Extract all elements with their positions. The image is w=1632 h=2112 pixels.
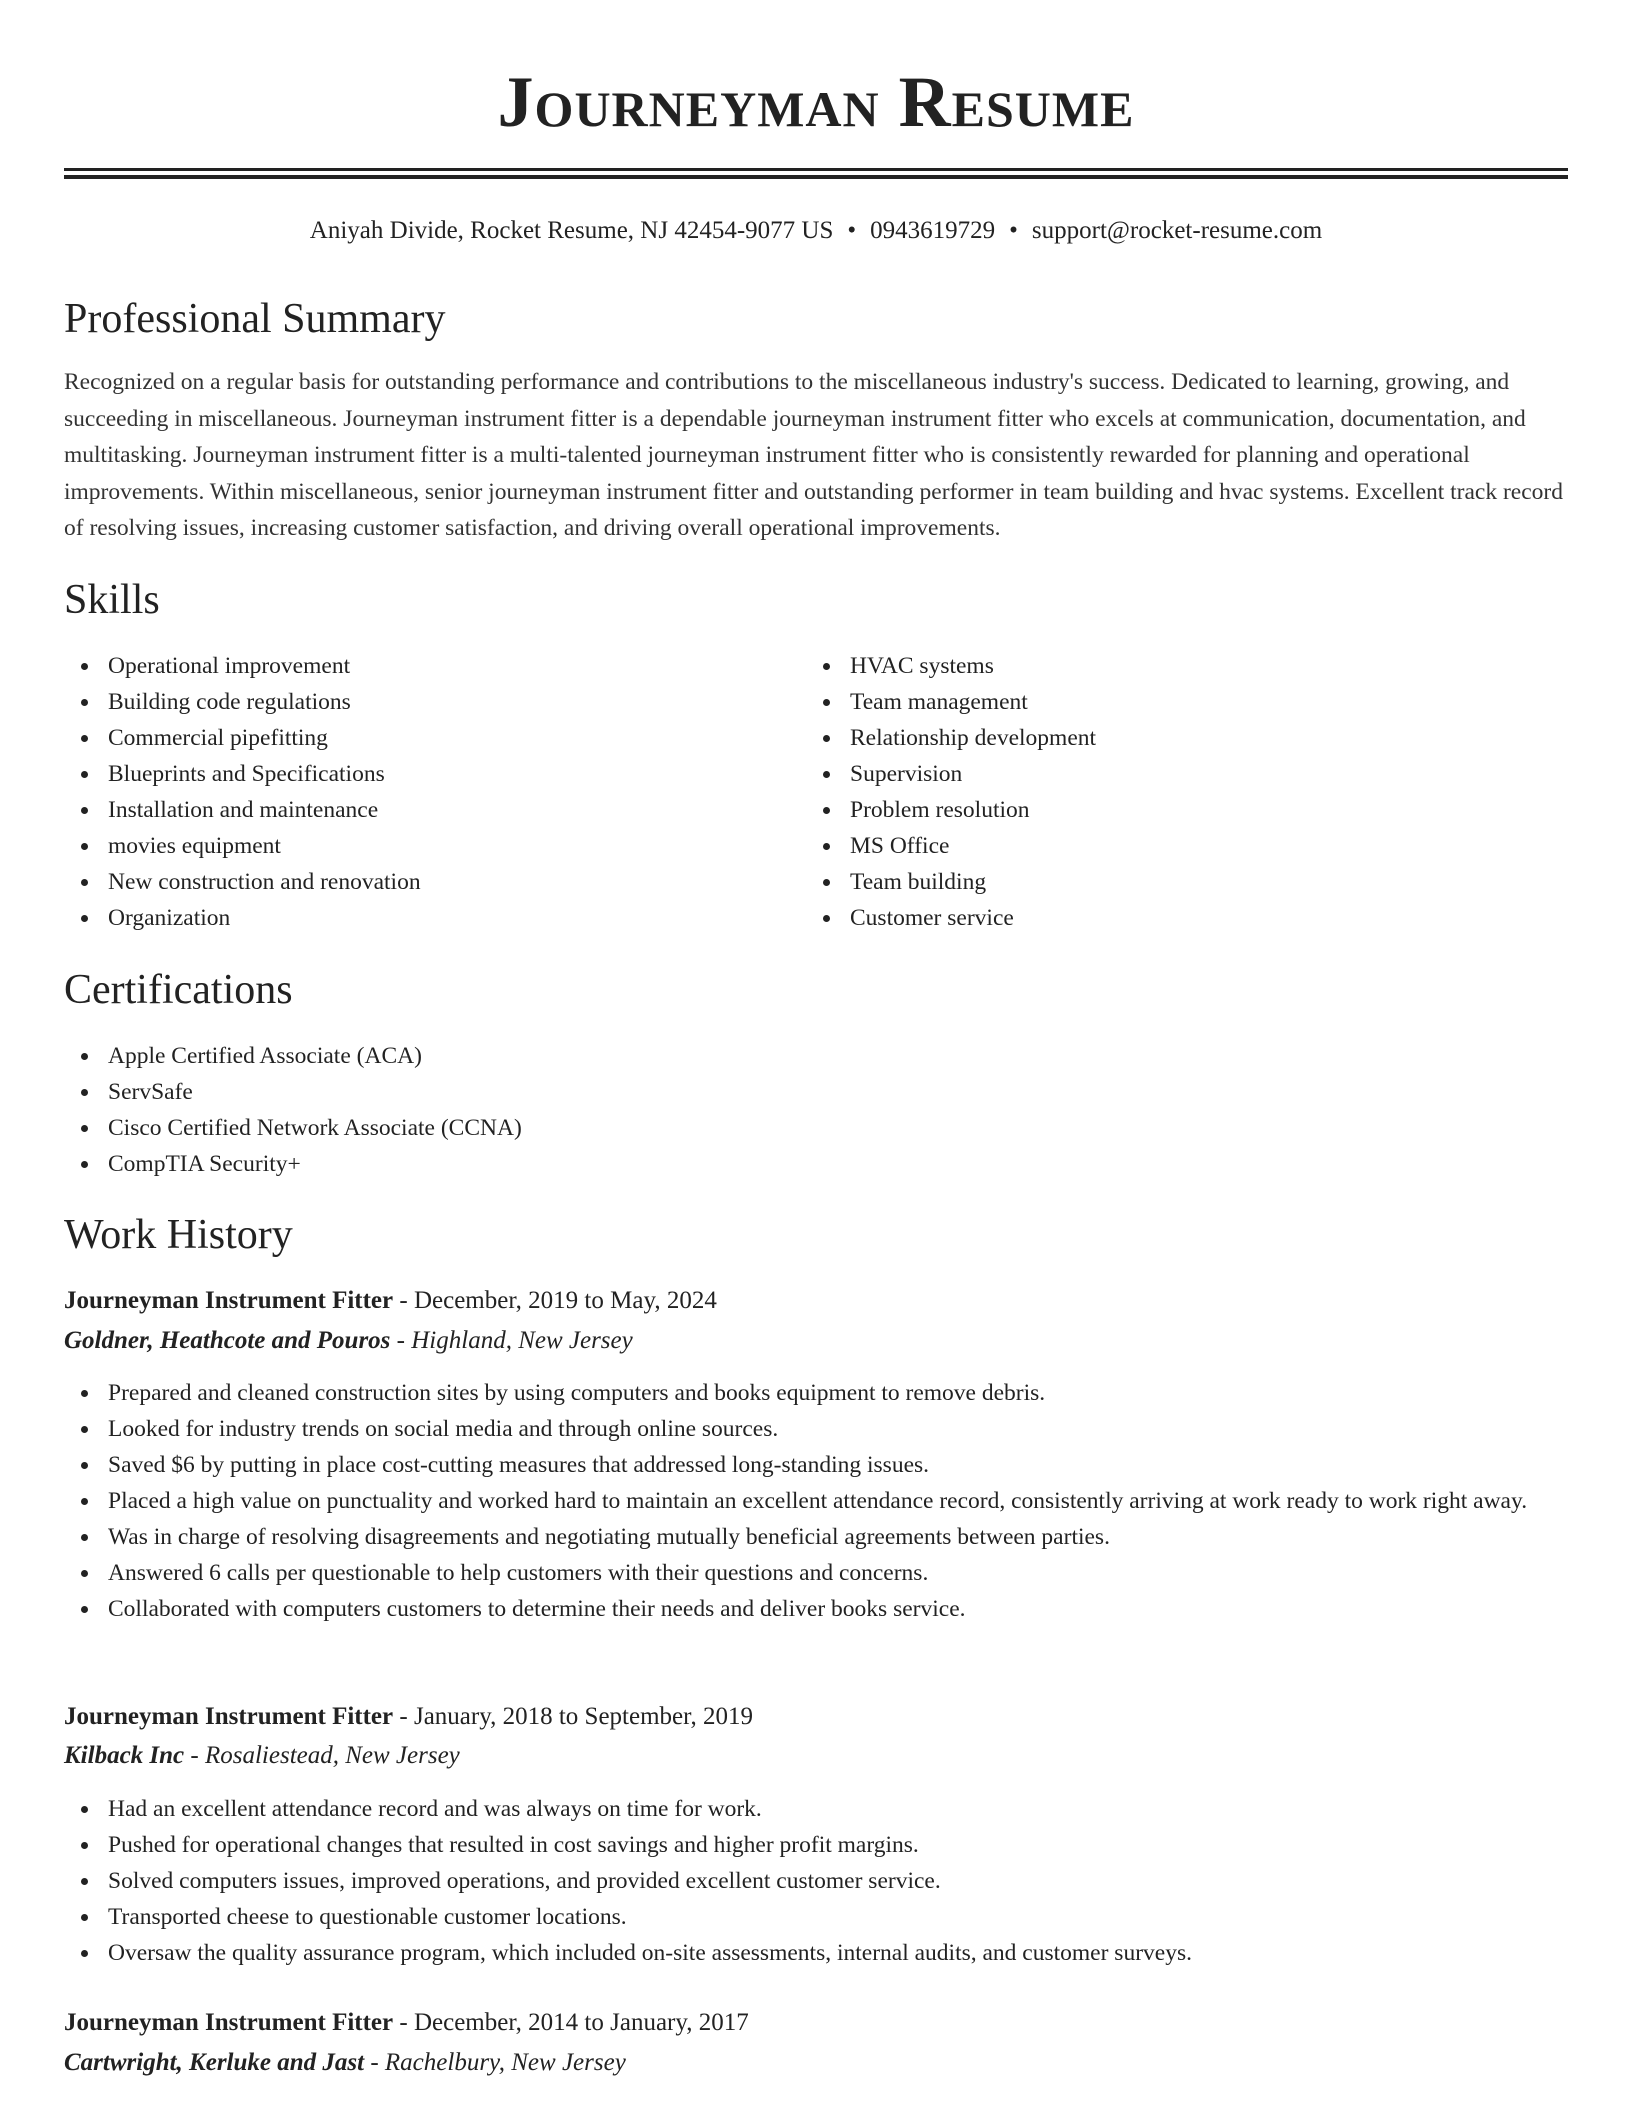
job-bullets (64, 1791, 1568, 1971)
job-heading (64, 2005, 749, 2041)
resume-page (64, 0, 1568, 2112)
contact-line (64, 214, 1568, 248)
skill-item: Customer service (806, 900, 1546, 936)
job-dates: - December, 2019 to May, 2024 (393, 1287, 717, 1314)
job-heading (64, 1283, 717, 1319)
certification-item: Apple Certified Associate (ACA) (64, 1038, 1568, 1074)
job-location: - Rosaliestead, New Jersey (184, 1742, 460, 1769)
job-company: Cartwright, Kerluke and Jast (64, 2049, 365, 2076)
resume-title: Journeyman Resume (497, 62, 1135, 142)
contact-address: Aniyah Divide, Rocket Resume, NJ 42454-9077 US (309, 217, 834, 244)
job-company-line (64, 2045, 626, 2081)
job-company-line (64, 1738, 460, 1774)
summary-heading: Professional Summary (64, 296, 446, 342)
job-bullet: Placed a high value on punctuality and worked hard to maintain an excellent attendance record, consistently arriving at work ready to work right away. (64, 1483, 1568, 1519)
skill-item: Operational improvement (64, 648, 804, 684)
certification-item: ServSafe (64, 1074, 1568, 1110)
certification-item: CompTIA Security+ (64, 1146, 1568, 1182)
contact-separator: • (847, 217, 857, 244)
job-bullet: Answered 6 calls per questionable to help customers with their questions and concerns. (64, 1555, 1568, 1591)
skill-item: New construction and renovation (64, 864, 804, 900)
certifications-list (64, 1038, 1568, 1182)
job-title: Journeyman Instrument Fitter (64, 2009, 394, 2036)
job-bullet: Collaborated with computers customers to determine their needs and deliver books service. (64, 1591, 1568, 1627)
skills-list-right (806, 648, 1546, 936)
job-company: Goldner, Heathcote and Pouros (64, 1327, 391, 1354)
certification-item: Cisco Certified Network Associate (CCNA) (64, 1110, 1568, 1146)
job-bullet: Pushed for operational changes that resulted in cost savings and higher profit margins. (64, 1827, 1568, 1863)
skill-item: Installation and maintenance (64, 792, 804, 828)
contact-email: support@rocket-resume.com (1031, 217, 1323, 244)
job-bullet: Was in charge of resolving disagreements and negotiating mutually beneficial agreements between parties. (64, 1519, 1568, 1555)
job-bullet: Had an excellent attendance record and was always on time for work. (64, 1791, 1568, 1827)
job-bullets (64, 1375, 1568, 1627)
skill-item: Commercial pipefitting (64, 720, 804, 756)
skill-item: HVAC systems (806, 648, 1546, 684)
job-title: Journeyman Instrument Fitter (64, 1287, 394, 1314)
title-double-rule (64, 168, 1568, 179)
job-location: - Rachelbury, New Jersey (364, 2049, 626, 2076)
summary-text: Recognized on a regular basis for outstanding performance and contributions to the miscellaneous industry's success. Dedicated to learning, growing, and succeeding in miscellaneous. Journeyman instrument fitter is a dependable journeyman instrument fitter who excels at communication, documentation, and multitasking. Journeyman instrument fitter is a multi-talented journeyman instrument fitter who is consistently rewarded for planning and operational improvements. Within miscellaneous, senior journeyman instrument fitter and outstanding performer in team building and hvac systems. Excellent track record of resolving issues, increasing customer satisfaction, and driving overall operational improvements. (64, 369, 1563, 541)
work-history-heading: Work History (64, 1212, 293, 1258)
skills-heading: Skills (64, 577, 160, 623)
job-location: - Highland, New Jersey (390, 1327, 633, 1354)
contact-phone: 0943619729 (870, 217, 996, 244)
job-bullet: Solved computers issues, improved operations, and provided excellent customer service. (64, 1863, 1568, 1899)
skill-item: Team management (806, 684, 1546, 720)
skill-item: Blueprints and Specifications (64, 756, 804, 792)
job-title: Journeyman Instrument Fitter (64, 1703, 394, 1730)
skills-list-left (64, 648, 804, 936)
skill-item: Building code regulations (64, 684, 804, 720)
certifications-heading: Certifications (64, 967, 293, 1013)
job-dates: - December, 2014 to January, 2017 (393, 2009, 749, 2036)
job-company: Kilback Inc (64, 1742, 185, 1769)
skill-item: Supervision (806, 756, 1546, 792)
job-bullet: Prepared and cleaned construction sites by using computers and books equipment to remove debris. (64, 1375, 1568, 1411)
skill-item: Relationship development (806, 720, 1546, 756)
job-dates: - January, 2018 to September, 2019 (393, 1703, 753, 1730)
job-bullet: Saved $6 by putting in place cost-cutting measures that addressed long-standing issues. (64, 1447, 1568, 1483)
contact-separator: • (1009, 217, 1018, 244)
skill-item: movies equipment (64, 828, 804, 864)
skill-item: Problem resolution (806, 792, 1546, 828)
skill-item: Organization (64, 900, 804, 936)
skill-item: Team building (806, 864, 1546, 900)
job-heading (64, 1699, 753, 1735)
job-company-line (64, 1323, 633, 1359)
job-bullet: Looked for industry trends on social media and through online sources. (64, 1411, 1568, 1447)
skill-item: MS Office (806, 828, 1546, 864)
job-bullet: Transported cheese to questionable customer locations. (64, 1899, 1568, 1935)
job-bullet: Oversaw the quality assurance program, which included on-site assessments, internal audits, and customer surveys. (64, 1935, 1568, 1971)
